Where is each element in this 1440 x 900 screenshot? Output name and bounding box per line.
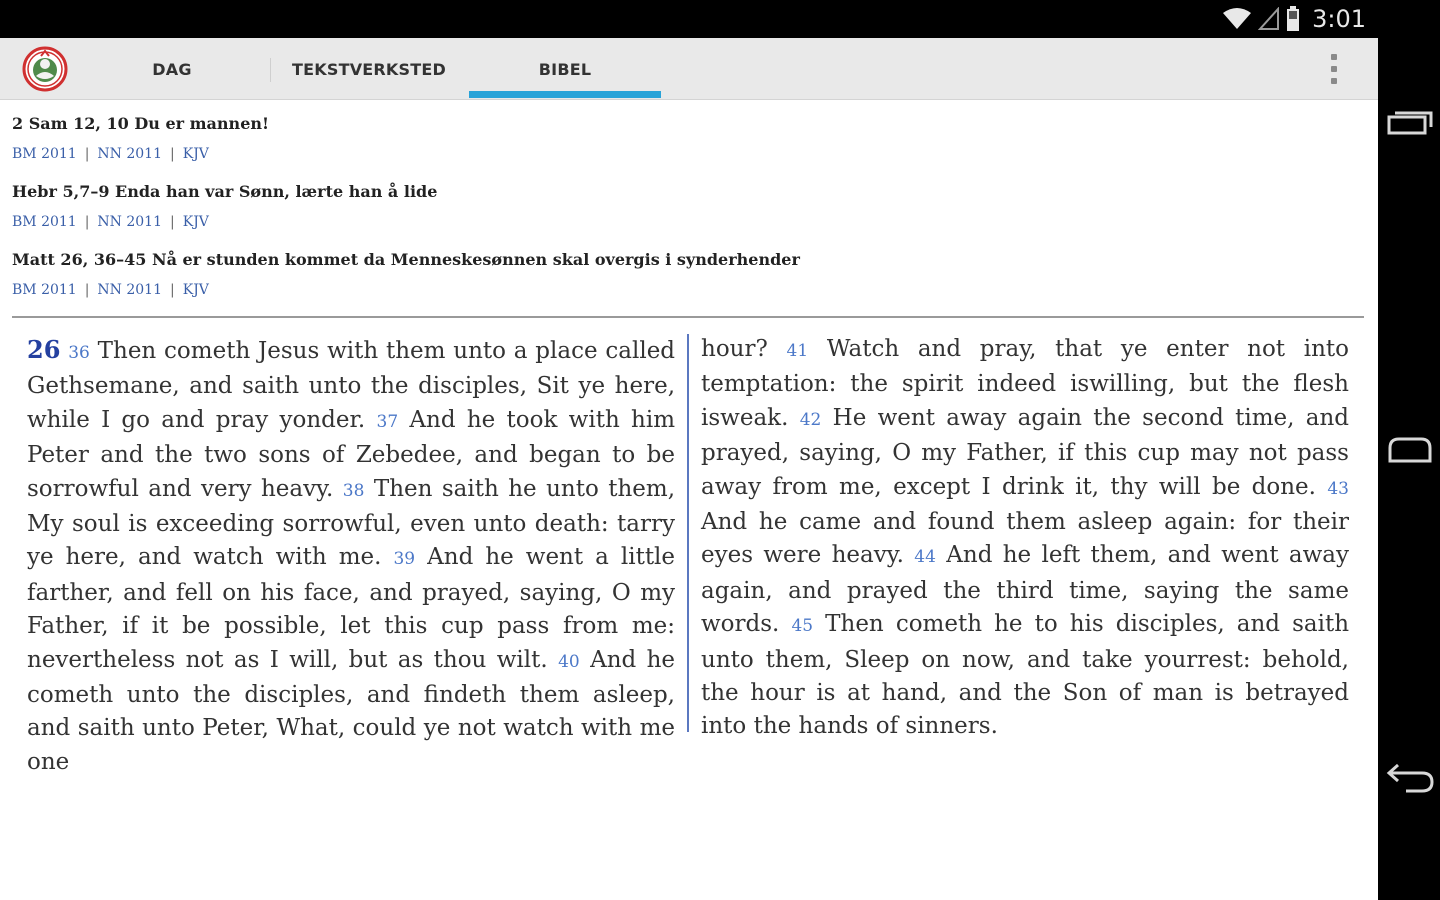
verse-number: 44 bbox=[914, 547, 936, 568]
status-time: 3:01 bbox=[1312, 5, 1366, 33]
link-separator: | bbox=[170, 146, 175, 162]
translation-link-kjv[interactable]: KJV bbox=[182, 146, 209, 162]
tab-separator bbox=[270, 58, 271, 82]
translation-link-kjv[interactable]: KJV bbox=[182, 282, 209, 298]
chapter-number: 26 bbox=[27, 335, 61, 364]
tab-tekstverksted[interactable]: TEKSTVERKSTED bbox=[292, 59, 446, 79]
bible-text-column-right bbox=[701, 333, 1349, 744]
verse-text: hour? bbox=[701, 336, 768, 362]
reading-title[interactable]: 2 Sam 12, 10 Du er mannen! bbox=[12, 114, 270, 133]
translation-link-nn[interactable]: NN 2011 bbox=[97, 282, 163, 298]
verse-number: 40 bbox=[558, 651, 580, 672]
link-separator: | bbox=[84, 214, 90, 230]
verse-number: 45 bbox=[791, 616, 814, 637]
overflow-menu-icon bbox=[1331, 54, 1337, 60]
status-icons bbox=[1222, 6, 1366, 32]
verse-text: And he cometh unto the disciples, and findeth them asleep, and saith unto Peter, What, could ye not watch with me one bbox=[27, 646, 676, 775]
translation-link-bm[interactable]: BM 2011 bbox=[12, 214, 77, 230]
translation-link-bm[interactable]: BM 2011 bbox=[12, 282, 77, 298]
reading-translation-links bbox=[12, 274, 1362, 306]
tab-bibel[interactable]: BIBEL bbox=[538, 59, 592, 79]
app-logo-icon bbox=[22, 46, 68, 92]
signal-icon bbox=[1258, 7, 1280, 31]
verse-number: 43 bbox=[1327, 478, 1349, 499]
overflow-dot bbox=[1331, 66, 1337, 72]
recent-apps-button[interactable] bbox=[1386, 102, 1434, 142]
wifi-icon bbox=[1222, 7, 1252, 31]
verse-number: 38 bbox=[342, 480, 365, 501]
link-separator: | bbox=[84, 146, 90, 162]
back-button[interactable] bbox=[1386, 758, 1434, 798]
verse-text: Then cometh Jesus with them unto a place called Gethsemane, and saith unto the disciples, Sit ye here, while I go and pray yonder. bbox=[27, 338, 676, 433]
reading-title[interactable]: Hebr 5,7–9 Enda han var Sønn, lærte han å lide bbox=[12, 182, 438, 201]
column-separator bbox=[687, 334, 689, 732]
verse-text: And he left them, and went away again, and prayed the third time, saying the same words. bbox=[701, 542, 1350, 638]
reading-translation-links bbox=[12, 138, 1362, 170]
battery-icon bbox=[1286, 6, 1300, 32]
verse-text: He went away again the second time, and prayed, saying, O my Father, if this cup may not pass away from me, except I drink it, thy will be done. bbox=[701, 404, 1350, 500]
app-window bbox=[0, 38, 1378, 900]
reading-item bbox=[12, 178, 1362, 246]
verse-text: Then cometh he to his disciples, and saith unto them, Sleep on now, and take yourrest: behold, the hour is at hand, and the Son of man is betrayed into the hands of sinners. bbox=[701, 611, 1350, 740]
readings-list bbox=[12, 110, 1362, 314]
back-icon bbox=[1386, 761, 1434, 795]
translation-link-nn[interactable]: NN 2011 bbox=[97, 146, 163, 162]
translation-link-nn[interactable]: NN 2011 bbox=[97, 214, 163, 230]
verse-number: 39 bbox=[393, 549, 416, 570]
verse-text: Then saith he unto them, My soul is exceeding sorrowful, even unto death: tarry ye here, and watch with me. bbox=[27, 475, 676, 571]
verse-text: And he took with him Peter and the two sons of Zebedee, and began to be sorrowful and very heavy. bbox=[27, 406, 675, 502]
overflow-dot bbox=[1331, 78, 1337, 84]
reading-item bbox=[12, 246, 1362, 314]
link-separator: | bbox=[170, 282, 175, 298]
verse-number: 37 bbox=[376, 411, 399, 432]
selected-tab-indicator bbox=[469, 91, 661, 98]
verse-text: And he came and found them asleep again: for their eyes were heavy. bbox=[701, 509, 1349, 569]
reading-translation-links bbox=[12, 206, 1362, 238]
reading-item bbox=[12, 110, 1362, 178]
recent-apps-icon bbox=[1387, 109, 1433, 135]
verse-number: 36 bbox=[68, 343, 90, 363]
section-divider bbox=[12, 316, 1364, 318]
verse-number: 41 bbox=[786, 341, 809, 361]
translation-link-kjv[interactable]: KJV bbox=[182, 214, 209, 230]
bible-text-column-left bbox=[27, 333, 675, 779]
verse-text: Watch and pray, that ye enter not into temptation: the spirit indeed iswilling, but the flesh isweak. bbox=[701, 336, 1350, 431]
translation-link-bm[interactable]: BM 2011 bbox=[12, 146, 77, 162]
app-logo[interactable] bbox=[22, 46, 68, 92]
reading-title[interactable]: Matt 26, 36–45 Nå er stunden kommet da Menneskesønnen skal overgis i synderhender bbox=[12, 250, 800, 269]
tab-dag[interactable]: DAG bbox=[152, 59, 192, 79]
verse-number: 42 bbox=[799, 409, 822, 430]
home-icon bbox=[1387, 436, 1433, 464]
home-button[interactable] bbox=[1386, 430, 1434, 470]
action-bar bbox=[0, 38, 1378, 100]
verse-text: And he went a little farther, and fell on his face, and prayed, saying, O my Father, if it be possible, let this cup pass from me: nevertheless not as I will, but as thou wilt. bbox=[27, 544, 676, 673]
link-separator: | bbox=[170, 214, 175, 230]
overflow-menu-button[interactable] bbox=[1320, 52, 1348, 86]
link-separator: | bbox=[84, 282, 90, 298]
navigation-bar bbox=[1378, 38, 1440, 900]
status-bar bbox=[0, 0, 1440, 38]
